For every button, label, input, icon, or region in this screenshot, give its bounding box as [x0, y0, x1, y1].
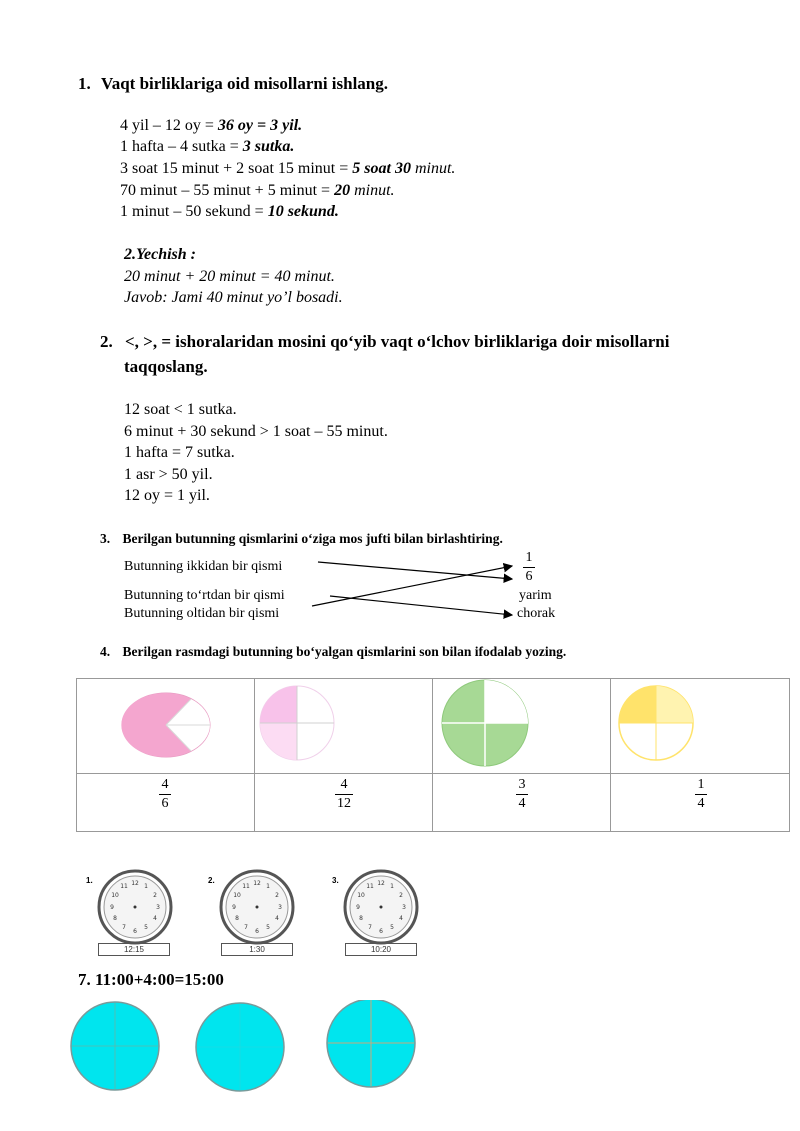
clock-2-time: 1:30: [249, 945, 265, 954]
arrow-tortdan-to-chorak: [330, 596, 512, 615]
fraction-cell-3: [433, 774, 611, 832]
task3-left-item-3: Butunning oltidan bir qismi: [124, 606, 280, 621]
svg-text:12: 12: [377, 880, 385, 887]
numerator: 1: [697, 777, 705, 792]
clock-1-time: 12:15: [123, 945, 145, 954]
svg-text:10: 10: [111, 892, 119, 899]
expr: 1 hafta – 4 sutka =: [120, 138, 243, 155]
task2-line-4: 1 asr > 50 yil.: [124, 466, 213, 483]
denominator: 4: [518, 796, 526, 811]
expr: 3 soat 15 minut + 2 soat 15 minut =: [120, 160, 353, 177]
fraction-cell-4: [611, 774, 790, 832]
answer-tail: minut.: [350, 182, 395, 199]
svg-text:12: 12: [253, 880, 261, 887]
denominator: 6: [161, 796, 169, 811]
yellow-circle-picture: [611, 679, 789, 768]
svg-text:10: 10: [357, 892, 365, 899]
svg-text:1: 1: [144, 883, 148, 890]
task2-number: 2.: [100, 332, 113, 351]
svg-text:11: 11: [120, 883, 128, 890]
svg-text:11: 11: [242, 883, 250, 890]
expr: 1 minut – 50 sekund =: [120, 203, 268, 220]
svg-text:5: 5: [266, 924, 270, 931]
task2-line-1: 12 soat < 1 sutka.: [124, 401, 237, 418]
svg-text:5: 5: [390, 924, 394, 931]
task1-number: 1.: [78, 74, 91, 93]
expr: 4 yil – 12 oy =: [120, 117, 218, 134]
svg-text:8: 8: [359, 915, 363, 922]
solution-title: 2.Yechish :: [124, 246, 196, 263]
svg-text:4: 4: [399, 915, 403, 922]
svg-text:7: 7: [244, 924, 248, 931]
task3-left-item-2: Butunning to‘rtdan bir qismi: [124, 588, 285, 603]
fraction-4: [695, 777, 707, 812]
fraction-bar: [516, 794, 528, 795]
task4-number: 4.: [100, 644, 111, 659]
answer: 10 sekund.: [267, 203, 339, 220]
numerator: 4: [161, 777, 169, 792]
fraction-bar: [335, 794, 353, 795]
answer: 36 oy = 3 yil.: [217, 117, 303, 134]
clock-3-time: 10:20: [370, 945, 392, 954]
clock-2-icon: [221, 871, 293, 943]
svg-text:3: 3: [278, 904, 282, 911]
numerator: 3: [518, 777, 526, 792]
arrow-ikkidan-to-yarim: [318, 562, 512, 579]
svg-text:9: 9: [232, 904, 236, 911]
task3-title: Berilgan butunning qismlarini o‘ziga mos jufti bilan birlashtiring.: [122, 531, 503, 546]
expr: 70 minut – 55 minut + 5 minut =: [120, 182, 335, 199]
task3-right-item-yarim: yarim: [519, 588, 552, 603]
green-circle-picture: [433, 679, 610, 768]
task1-title: Vaqt birliklariga oid misollarni ishlang.: [101, 74, 389, 93]
fraction-bar: [695, 794, 707, 795]
clock-2-number: 2.: [208, 876, 215, 885]
arrow-oltidan-to-sixth: [312, 566, 512, 606]
fraction-2: [335, 777, 353, 812]
task2-line-2: 6 minut + 30 sekund > 1 soat – 55 minut.: [124, 423, 388, 440]
fractions-table: [76, 678, 790, 832]
svg-text:1: 1: [266, 883, 270, 890]
task4-title: Berilgan rasmdagi butunning bo‘yalgan qismlarini son bilan ifodalab yozing.: [122, 644, 567, 659]
svg-text:6: 6: [133, 928, 137, 935]
svg-text:8: 8: [235, 915, 239, 922]
svg-text:4: 4: [153, 915, 157, 922]
svg-text:6: 6: [255, 928, 259, 935]
svg-text:7: 7: [368, 924, 372, 931]
clock-1-time-box: [98, 943, 170, 956]
light-pink-circle-picture: [255, 679, 432, 768]
svg-text:9: 9: [110, 904, 114, 911]
fraction-3: [516, 777, 528, 812]
task2-line-3: 1 hafta = 7 sutka.: [124, 444, 235, 461]
svg-text:3: 3: [156, 904, 160, 911]
picture-cell-4: [611, 679, 790, 774]
svg-text:7: 7: [122, 924, 126, 931]
svg-text:6: 6: [379, 928, 383, 935]
clock-1-icon: [99, 871, 171, 943]
denominator: 12: [337, 796, 351, 811]
svg-text:4: 4: [275, 915, 279, 922]
task3-number: 3.: [100, 531, 111, 546]
pink-oval-picture: [77, 679, 254, 768]
svg-text:9: 9: [356, 904, 360, 911]
answer-tail: minut.: [410, 160, 456, 177]
cyan-circle-2: [196, 1003, 284, 1091]
picture-cell-1: [77, 679, 255, 774]
fractions-row: [77, 774, 790, 832]
picture-cell-2: [255, 679, 433, 774]
cyan-circles: [0, 1000, 480, 1100]
svg-text:2: 2: [153, 892, 157, 899]
task3-right-item-chorak: chorak: [517, 606, 556, 621]
svg-text:8: 8: [113, 915, 117, 922]
clock-1-number: 1.: [86, 876, 93, 885]
fraction-bar: [159, 794, 171, 795]
svg-text:5: 5: [144, 924, 148, 931]
task2-line-5: 12 oy = 1 yil.: [124, 487, 210, 504]
task2-title-line2: taqqoslang.: [124, 357, 208, 376]
task4-heading: [100, 644, 566, 660]
task7-text: 7. 11:00+4:00=15:00: [78, 970, 224, 989]
solution-line: 20 minut + 20 minut = 40 minut.: [124, 268, 335, 285]
svg-text:1: 1: [390, 883, 394, 890]
svg-text:2: 2: [275, 892, 279, 899]
cyan-circle-3: [327, 1000, 415, 1087]
svg-text:2: 2: [399, 892, 403, 899]
numerator: 1: [525, 550, 533, 565]
svg-text:12: 12: [131, 880, 139, 887]
clock-3-icon: [345, 871, 417, 943]
numerator: 4: [340, 777, 348, 792]
svg-text:10: 10: [233, 892, 241, 899]
fraction-1: [159, 777, 171, 812]
pictures-row: [77, 679, 790, 774]
task3-left-item-1: Butunning ikkidan bir qismi: [124, 559, 283, 574]
clock-3-time-box: [345, 943, 417, 956]
fraction-cell-1: [77, 774, 255, 832]
fraction-cell-2: [255, 774, 433, 832]
picture-cell-3: [433, 679, 611, 774]
cyan-circle-1: [71, 1002, 159, 1090]
task2-title-line1: <, >, = ishoralaridan mosini qo‘yib vaqt o‘lchov birliklariga doir misollarni: [125, 332, 670, 351]
clock-2-time-box: [221, 943, 293, 956]
denominator: 6: [525, 569, 533, 584]
answer: 3 sutka.: [242, 138, 295, 155]
answer: 20: [334, 182, 351, 199]
svg-text:3: 3: [402, 904, 406, 911]
denominator: 4: [697, 796, 705, 811]
clock-3-number: 3.: [332, 876, 339, 885]
svg-text:11: 11: [366, 883, 374, 890]
answer-line: Javob: Jami 40 minut yo’l bosadi.: [124, 289, 343, 306]
answer: 5 soat 30: [352, 160, 411, 177]
